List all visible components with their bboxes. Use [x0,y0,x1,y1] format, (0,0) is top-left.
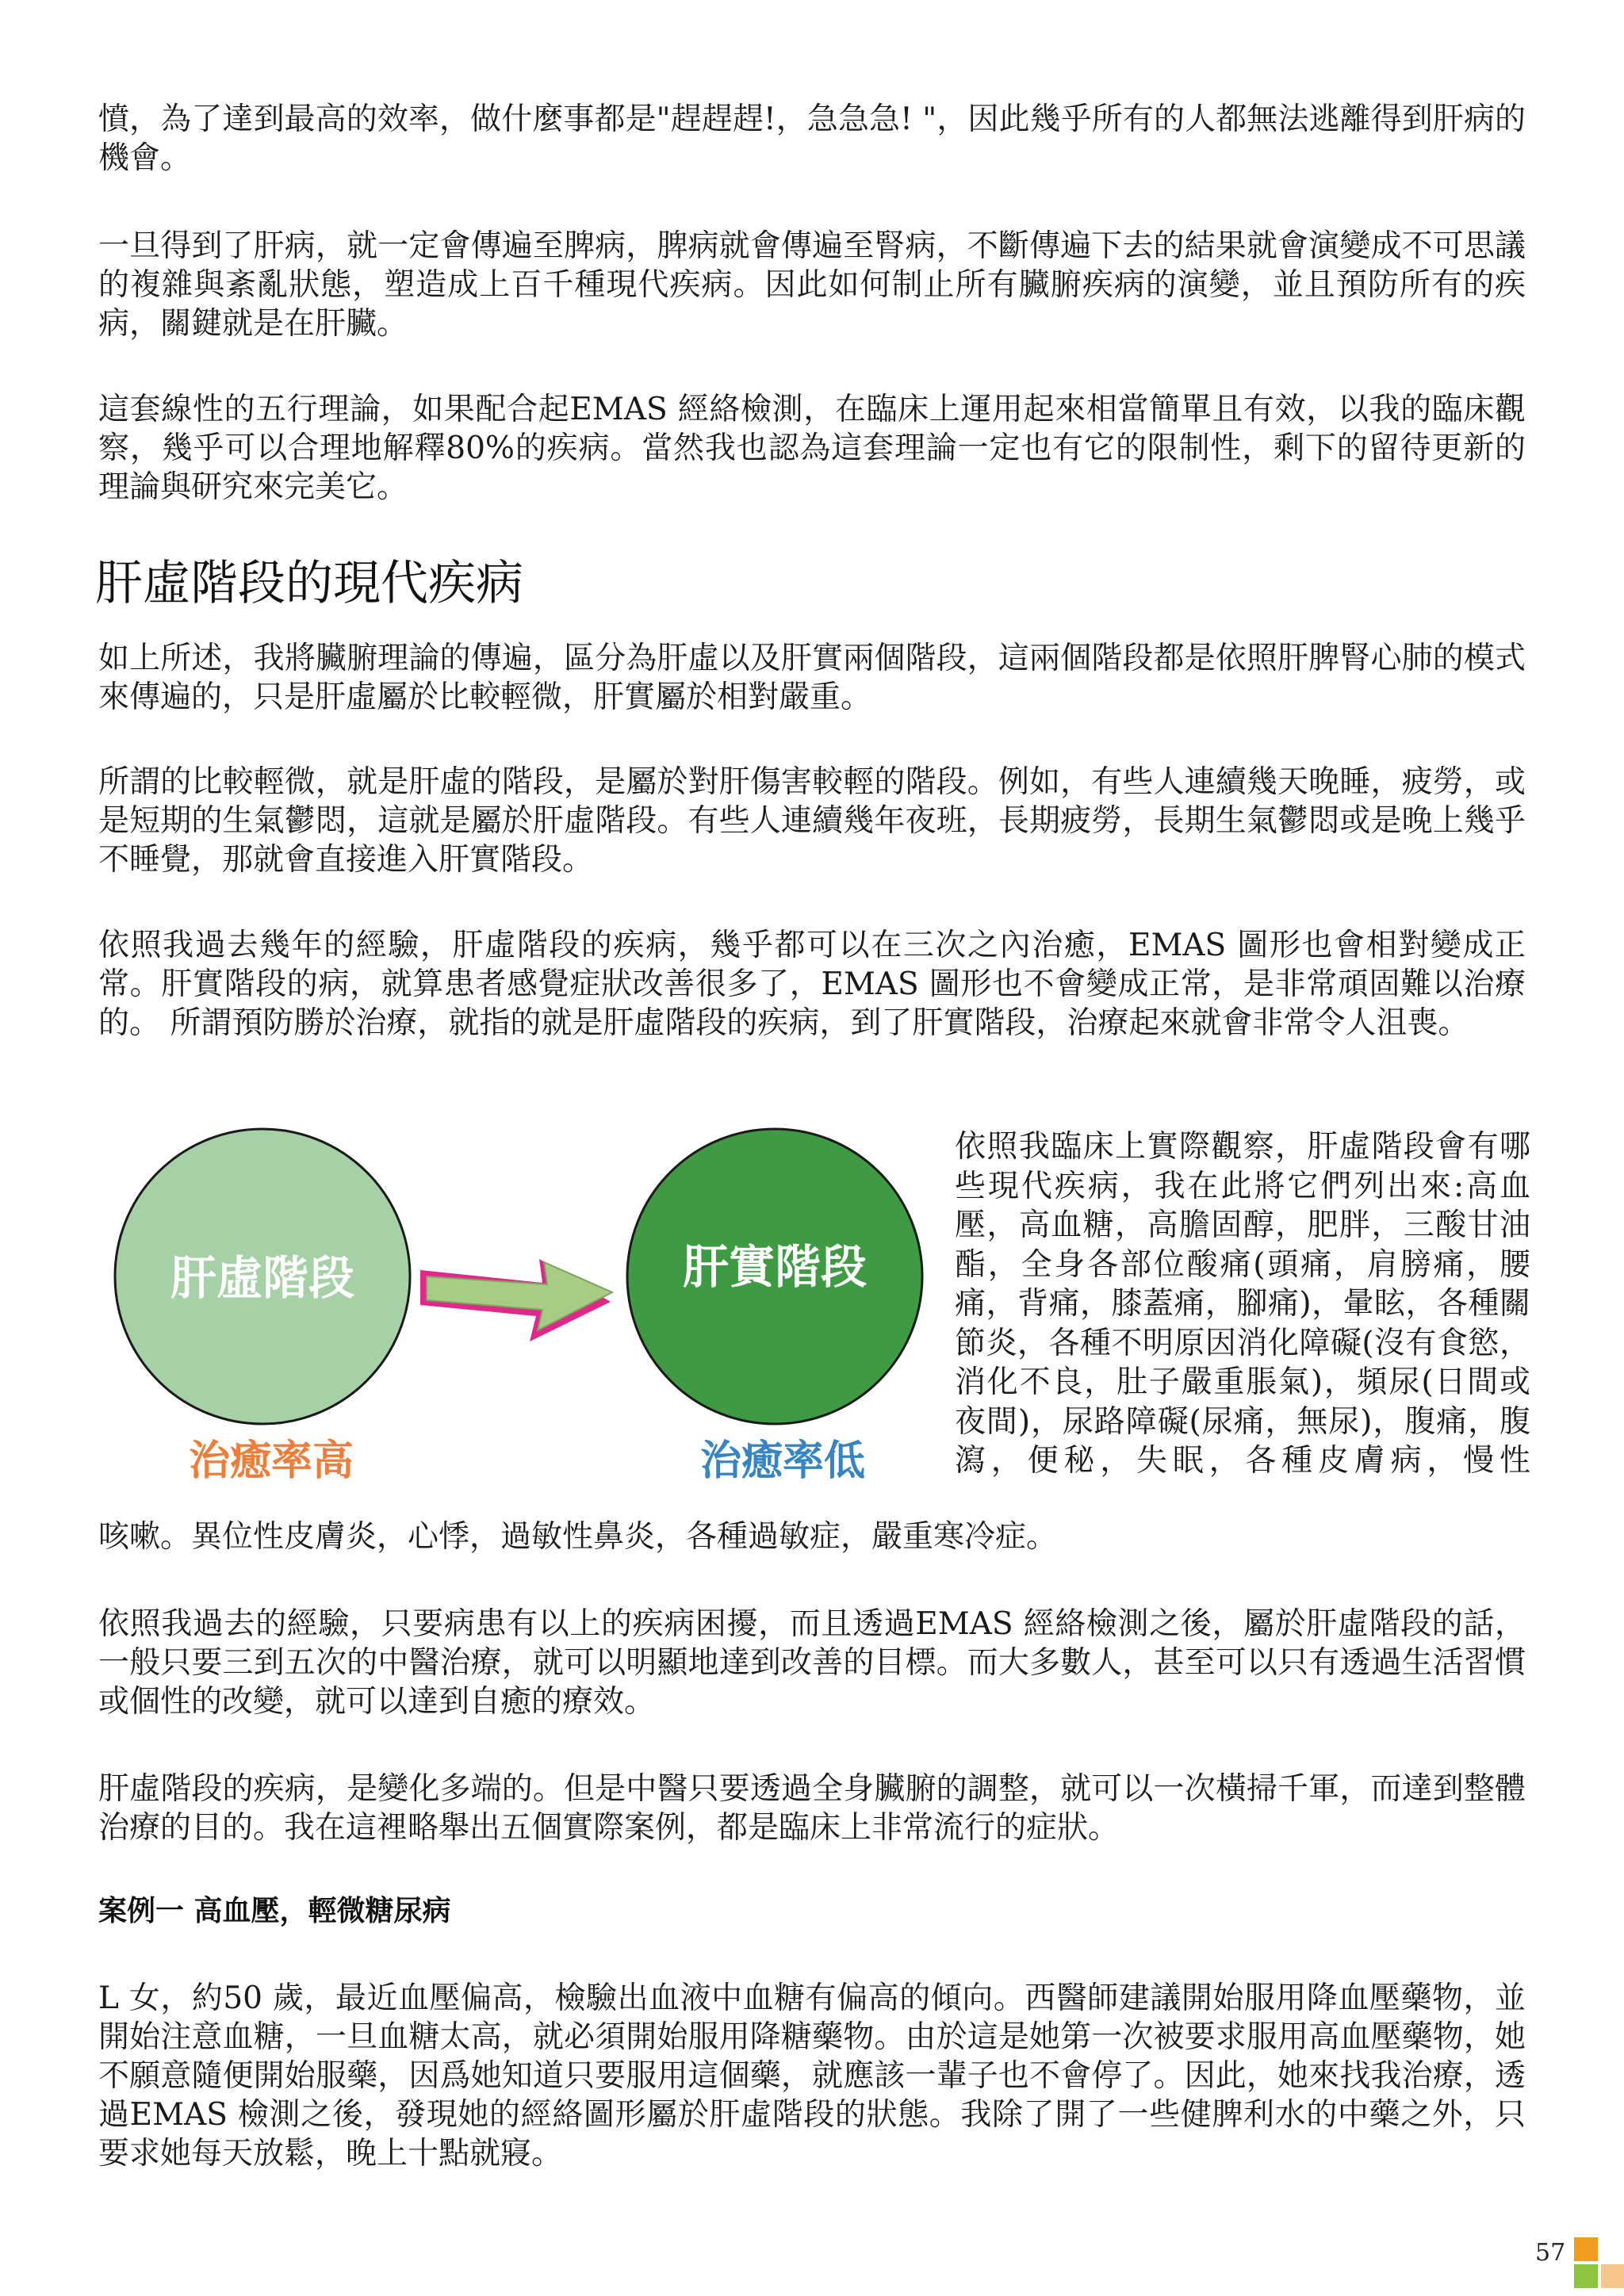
decor-square-orange [1574,2237,1598,2261]
liver-deficiency-label: 肝虛階段 [170,1251,355,1305]
disease-list-text: 依照我臨床上實際觀察，肝虛階段會有哪些現代疾病，我在此將它們列出來:高血壓，高血糖，高膽固醇，肥胖，三酸甘油酯，全身各部位酸痛(頭痛，肩膀痛，腰痛，背痛，膝蓋痛，腳痛)，暈眩，各種關節炎，各種不明原因消化障礙(沒有食慾，消化不良，肚子嚴重脹氣)，頻尿(日間或夜間)，尿路障礙(尿痛，無尿)，腹痛，腹瀉，便秘，失眠，各種皮膚病，慢性 [955,1129,1530,1479]
paragraph-4: 如上所述，我將臟腑理論的傳遍，區分為肝虛以及肝實兩個階段，這兩個階段都是依照肝脾腎心肺的模式來傳遍的，只是肝虛屬於比較輕微，肝實屬於相對嚴重。 [98,641,1526,715]
liver-excess-label: 肝實階段 [682,1240,868,1294]
paragraph-5: 所謂的比較輕微，就是肝虛的階段，是屬於對肝傷害較輕的階段。例如，有些人連續幾天晚睡，疲勞，或是短期的生氣鬱悶，這就是屬於肝虛階段。有些人連續幾年夜班，長期疲勞，長期生氣鬱悶或是晚上幾乎不睡覺，那就會直接進入肝實階段。 [98,764,1526,878]
paragraph-3: 這套線性的五行理論，如果配合起EMAS 經絡檢測，在臨床上運用起來相當簡單且有效，以我的臨床觀察，幾乎可以合理地解釋80%的疾病。當然我也認為這套理論一定也有它的限制性，剩下的留待更新的理論與研究來完美它。 [98,392,1526,505]
case-one-title: 案例一 高血壓，輕微糖尿病 [98,1895,451,1927]
liver-stage-diagram [94,1126,934,1506]
section-title: 肝虛階段的現代疾病 [95,556,523,611]
decor-square-peach [1601,2264,1624,2288]
paragraph-7: 依照我過去的經驗，只要病患有以上的疾病困擾，而且透過EMAS 經絡檢測之後，屬於肝虛階段的話，一般只要三到五次的中醫治療，就可以明顯地達到改善的目標。而大多數人，甚至可以只有透過生活習慣或個性的改變，就可以達到自癒的療效。 [98,1606,1526,1720]
paragraph-6: 依照我過去幾年的經驗，肝虛階段的疾病，幾乎都可以在三次之內治癒，EMAS 圖形也會相對變成正常。肝實階段的病，就算患者感覺症狀改善很多了，EMAS 圖形也不會變成正常，是非常頑固難以治療的。 所謂預防勝於治療，就指的就是肝虛階段的疾病，到了肝實階段，治療起來就會非常令人沮喪。 [98,928,1526,1041]
high-cure-rate-caption: 治癒率高 [188,1437,354,1485]
progression-arrow [427,1262,612,1330]
decor-square-green [1574,2264,1598,2288]
paragraph-9: L 女，約50 歲，最近血壓偏高，檢驗出血液中血糖有偏高的傾向。西醫師建議開始服用降血壓藥物，並開始注意血糖，一旦血糖太高，就必須開始服用降糖藥物。由於這是她第一次被要求服用高血壓藥物，她不願意隨便開始服藥，因爲她知道只要服用這個藥，就應該一輩子也不會停了。因此，她來找我治療，透過EMAS 檢測之後，發現她的經絡圖形屬於肝虛階段的狀態。我除了開了一些健脾利水的中藥之外，只要求她每天放鬆，晚上十點就寢。 [98,1980,1526,2172]
paragraph-2: 一旦得到了肝病，就一定會傳遍至脾病，脾病就會傳遍至腎病，不斷傳遍下去的結果就會演變成不可思議的複雜與紊亂狀態，塑造成上百千種現代疾病。因此如何制止所有臟腑疾病的演變，並且預防所有的疾病，關鍵就是在肝臟。 [98,228,1526,342]
low-cure-rate-caption: 治癒率低 [699,1437,866,1485]
paragraph-8: 肝虛階段的疾病，是變化多端的。但是中醫只要透過全身臟腑的調整，就可以一次橫掃千軍，而達到整體治療的目的。我在這裡略舉出五個實際案例，都是臨床上非常流行的症狀。 [98,1771,1526,1846]
page-number: 57 [1535,2239,1566,2267]
paragraph-1: 憤，為了達到最高的效率，做什麼事都是"趕趕趕!，急急急! "，因此幾乎所有的人都無法逃離得到肝病的機會。 [98,101,1526,176]
disease-list-continuation: 咳嗽。異位性皮膚炎，心悸，過敏性鼻炎，各種過敏症，嚴重寒冷症。 [98,1519,1058,1555]
